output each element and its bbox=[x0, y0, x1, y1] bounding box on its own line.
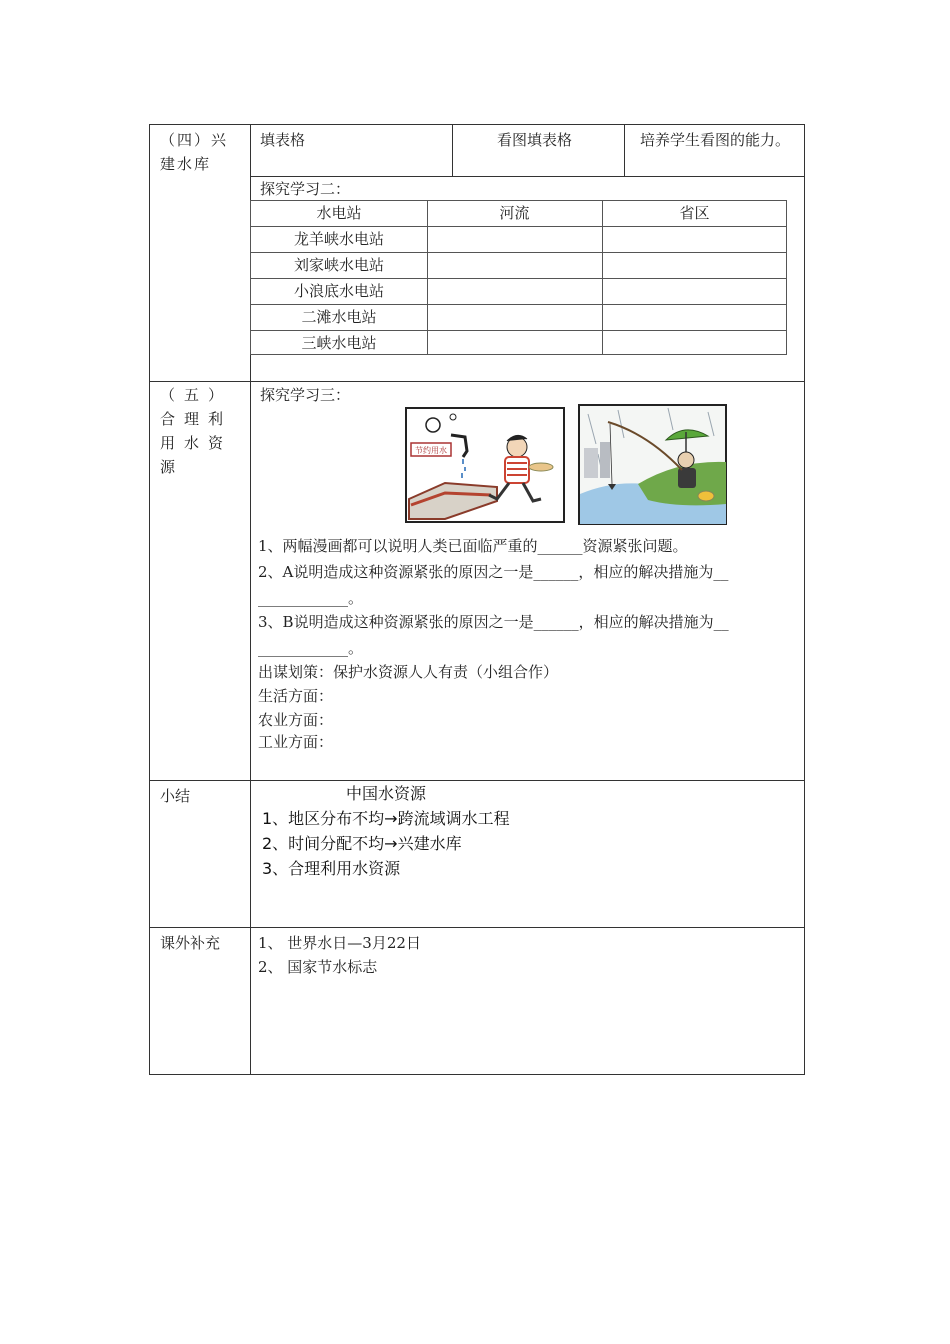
industry-aspect: 工业方面： bbox=[258, 733, 334, 751]
plan-heading: 出谋划策：保护水资源人人有责（小组合作） bbox=[258, 663, 559, 681]
cartoon-b-fishing-man bbox=[578, 404, 727, 525]
cartoon-sign-text: 节约用水 bbox=[415, 446, 447, 455]
extra-label: 课外补充 bbox=[160, 934, 221, 952]
table-row: 刘家峡水电站 bbox=[293, 256, 384, 274]
row-divider bbox=[150, 927, 804, 928]
summary-label: 小结 bbox=[160, 787, 191, 805]
extra-item: 1、 世界水日—3月22日 bbox=[258, 934, 421, 952]
summary-item: 2、时间分配不均→兴建水库 bbox=[262, 834, 462, 853]
extra-item: 2、 国家节水标志 bbox=[258, 958, 378, 976]
summary-item: 3、合理利用水资源 bbox=[262, 859, 401, 878]
hydropower-table bbox=[250, 200, 787, 355]
explore-2-heading: 探究学习二： bbox=[260, 180, 351, 198]
row-divider bbox=[150, 780, 804, 781]
table-header-river: 河流 bbox=[499, 204, 530, 222]
question-1: 1、两幅漫画都可以说明人类已面临严重的______资源紧张问题。 bbox=[258, 537, 688, 555]
activity-label: 看图填表格 bbox=[497, 131, 573, 149]
table-row: 二滩水电站 bbox=[301, 308, 377, 326]
question-3-blank: ____________。 bbox=[258, 639, 364, 657]
goal-label: 培养学生看图的能力。 bbox=[640, 131, 791, 149]
table-header-province: 省区 bbox=[679, 204, 710, 222]
summary-title: 中国水资源 bbox=[346, 784, 427, 803]
agriculture-aspect: 农业方面： bbox=[258, 711, 334, 729]
section-5-label: （五）合理利用水资源 bbox=[160, 386, 233, 476]
row-divider bbox=[150, 381, 804, 382]
header-col-divider bbox=[624, 125, 625, 176]
question-2: 2、A说明造成这种资源紧张的原因之一是______，相应的解决措施为__ bbox=[258, 563, 729, 581]
fill-table-label: 填表格 bbox=[260, 131, 306, 149]
explore-3-heading: 探究学习三： bbox=[260, 386, 351, 404]
table-row: 小浪底水电站 bbox=[293, 282, 384, 300]
question-2-blank: ____________。 bbox=[258, 589, 364, 607]
cartoon-a-running-boy bbox=[405, 407, 565, 523]
life-aspect: 生活方面： bbox=[258, 687, 334, 705]
table-row: 三峡水电站 bbox=[301, 334, 377, 352]
question-3: 3、B说明造成这种资源紧张的原因之一是______，相应的解决措施为__ bbox=[258, 613, 729, 631]
section-4-label: （四）兴建水库 bbox=[160, 131, 229, 173]
table-header-station: 水电站 bbox=[316, 204, 362, 222]
header-col-divider bbox=[452, 125, 453, 176]
summary-item: 1、地区分布不均→跨流域调水工程 bbox=[262, 809, 510, 828]
table-row: 龙羊峡水电站 bbox=[293, 230, 384, 248]
